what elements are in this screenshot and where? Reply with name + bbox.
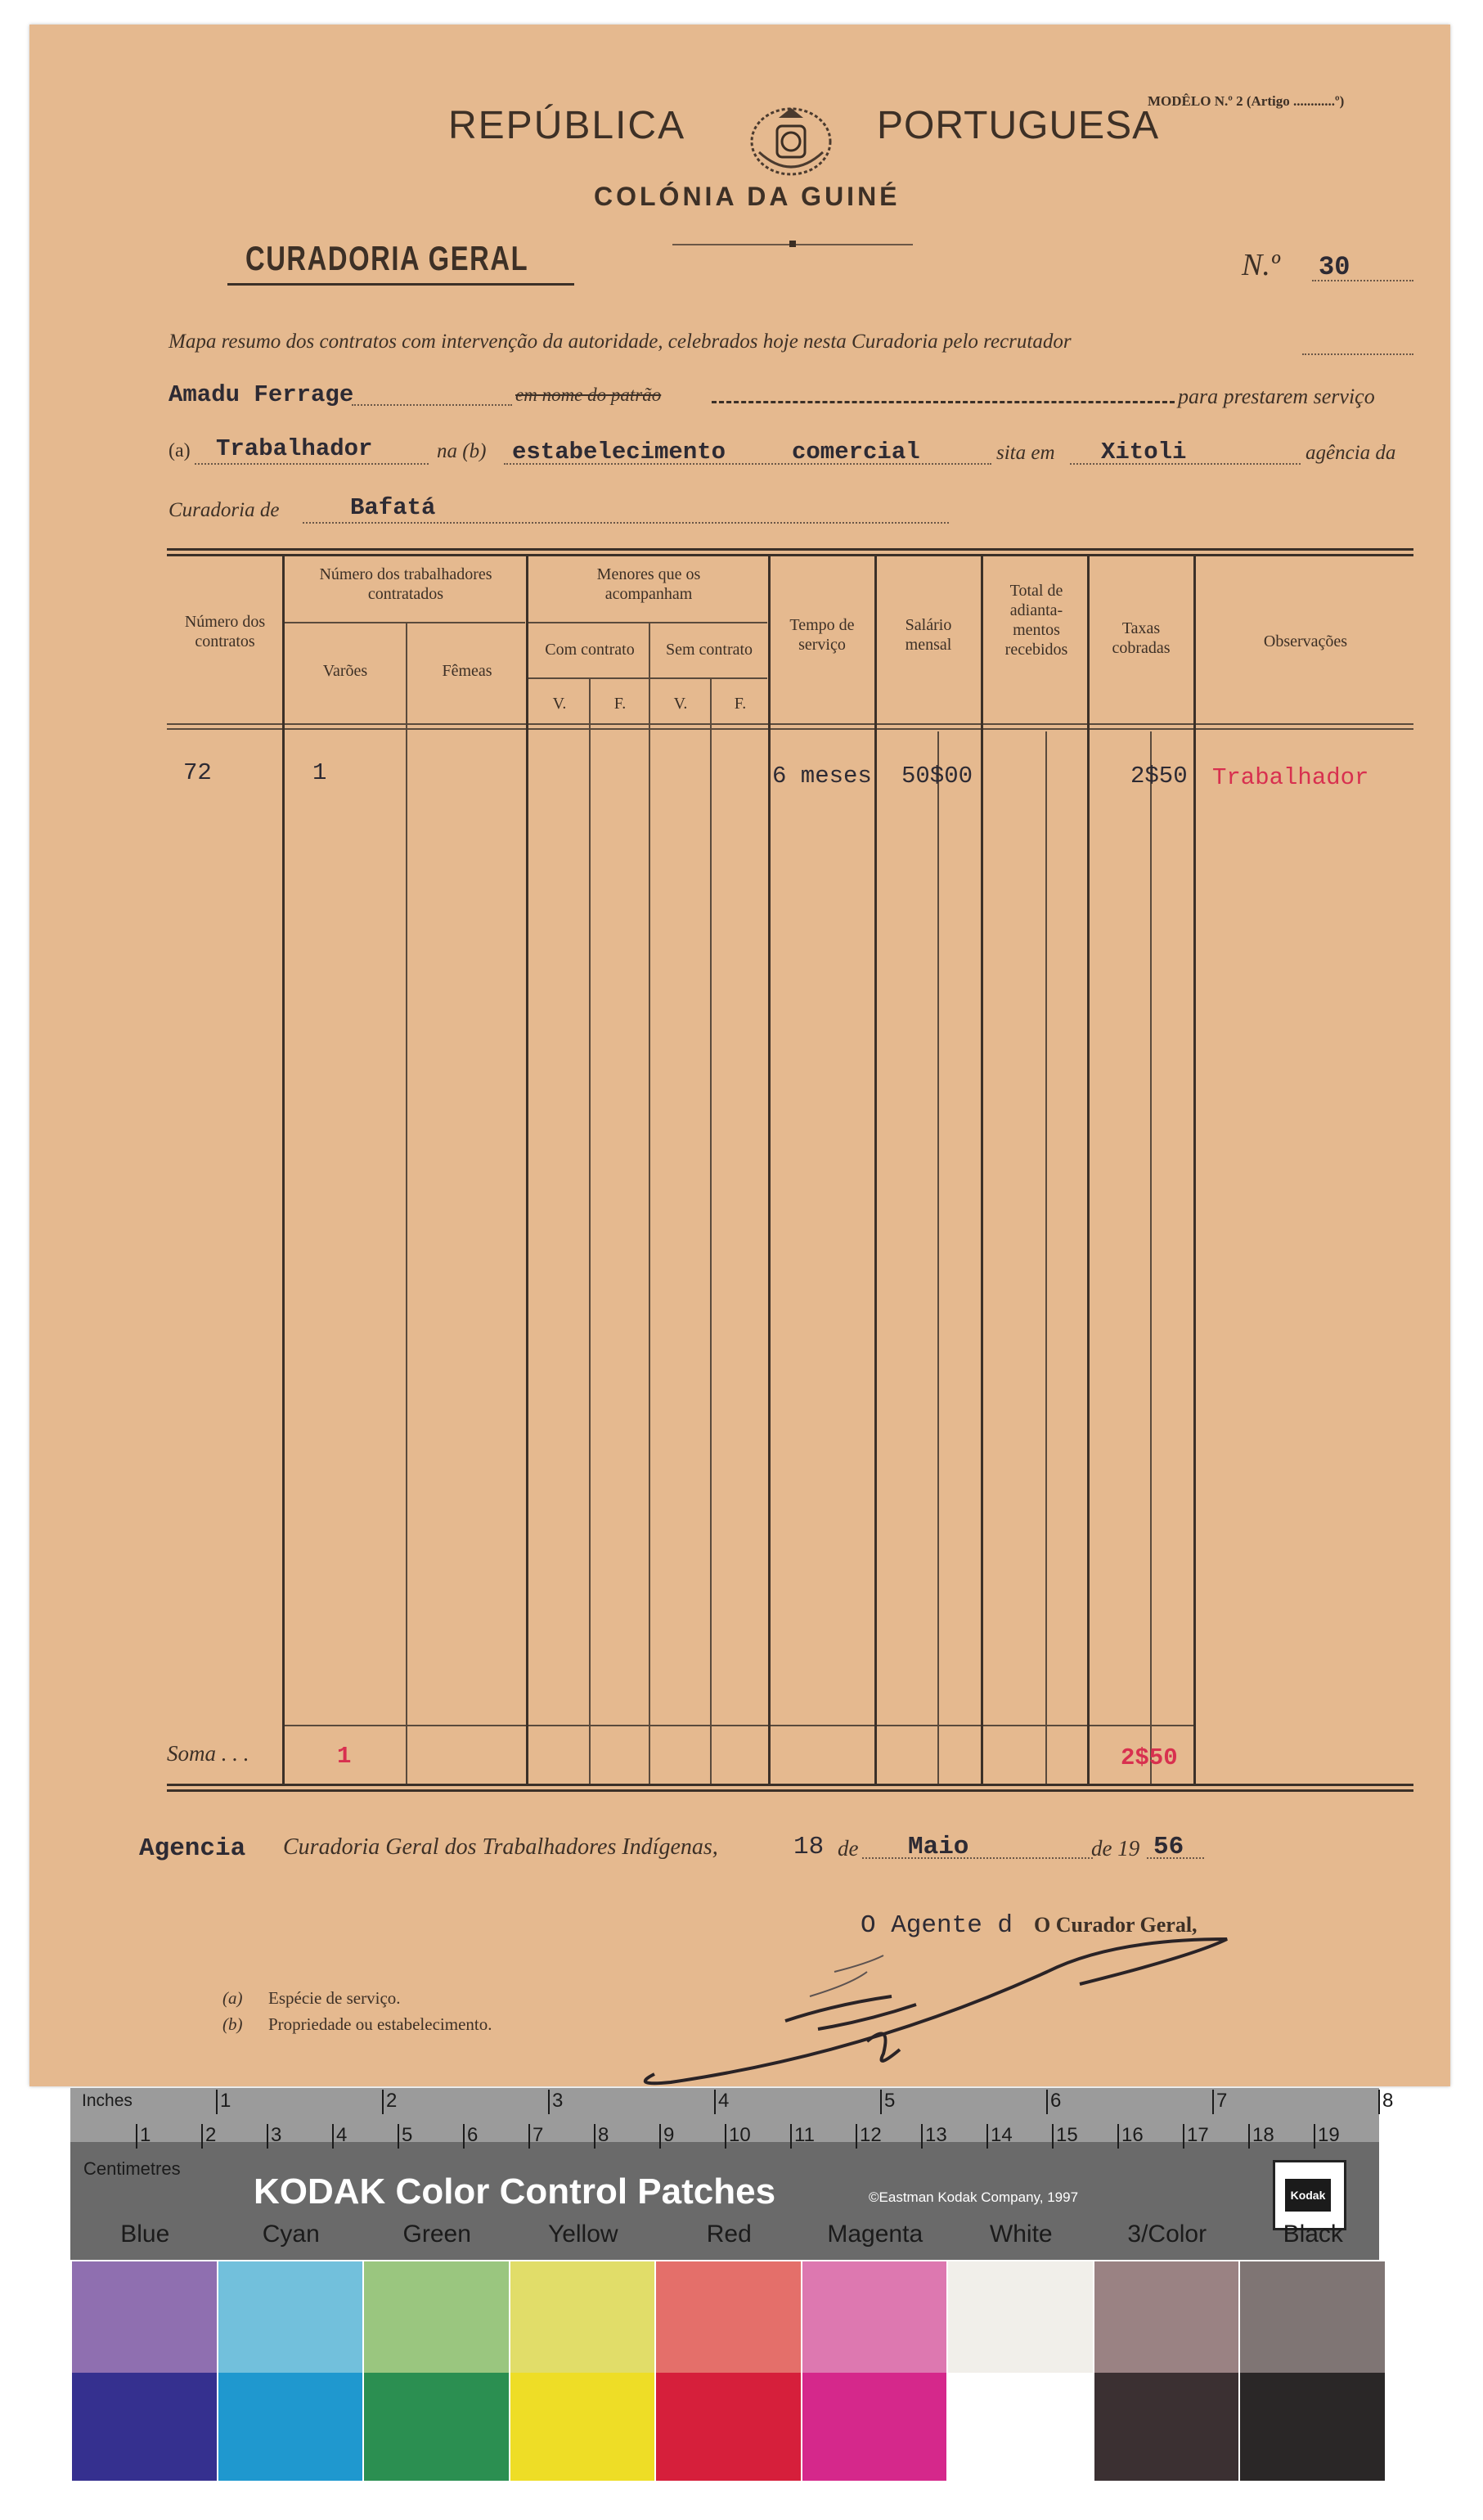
- cm-mark: 12: [856, 2124, 882, 2149]
- col-f1: F.: [613, 695, 627, 713]
- color-patch-top: [656, 2261, 801, 2373]
- curadoria-de-label: Curadoria de: [169, 499, 280, 521]
- kodak-logo-icon: Kodak: [1273, 2160, 1346, 2230]
- inch-mark: 5: [880, 2090, 895, 2114]
- header-colonia: COLÓNIA DA GUINÉ: [594, 182, 901, 211]
- header-portuguesa: PORTUGUESA: [877, 104, 1160, 147]
- cm-mark: 11: [790, 2124, 815, 2149]
- color-patch-bottom: [510, 2373, 655, 2481]
- col-sem-contrato: Sem contrato: [665, 641, 753, 659]
- modelo-label: MODÊLO N.º 2 (Artigo ............º): [1148, 93, 1345, 109]
- curadoria-underline: [227, 283, 574, 286]
- col-com-contrato: Com contrato: [545, 641, 635, 659]
- color-patch-bottom: [1240, 2373, 1385, 2481]
- inch-mark: 6: [1046, 2090, 1061, 2114]
- col-num-trabalhadores: Número dos trabalhadores contratados: [319, 565, 492, 603]
- date-dia: 18: [793, 1833, 825, 1861]
- color-patch-bottom: [218, 2373, 363, 2481]
- centimetres-label: Centimetres: [83, 2158, 181, 2179]
- agente-label: O Agente d: [861, 1911, 1013, 1940]
- curadoria-local: Bafatá: [350, 494, 436, 521]
- color-patch-top: [72, 2261, 217, 2373]
- color-patch-top: [510, 2261, 655, 2373]
- patch-label: Black: [1283, 2221, 1343, 2248]
- table-header-rule: [167, 723, 1413, 725]
- cm-mark: 5: [398, 2124, 412, 2149]
- col-v2: V.: [673, 695, 688, 713]
- local-value: Xitoli: [1101, 439, 1187, 466]
- note-b-label: (b): [222, 2014, 243, 2034]
- agencia-local: Curadoria Geral dos Trabalhadores Indígenas,: [283, 1834, 718, 1860]
- sita-em-label: sita em: [996, 442, 1055, 464]
- coat-of-arms-icon: [743, 103, 839, 180]
- col-numero-contratos: Número dos contratos: [184, 613, 266, 650]
- cm-mark: 15: [1052, 2124, 1078, 2149]
- patch-label: White: [989, 2221, 1053, 2248]
- soma-rule: [283, 1725, 1196, 1726]
- header-republica: REPÚBLICA: [448, 104, 686, 147]
- row-taxas: 2$50: [1130, 763, 1188, 790]
- row-varoes: 1: [312, 759, 327, 786]
- soma-varoes: 1: [337, 1743, 352, 1770]
- patch-label: Red: [706, 2221, 752, 2248]
- cm-mark: 16: [1117, 2124, 1144, 2149]
- patch-label: Yellow: [547, 2221, 618, 2248]
- color-patch-top: [1094, 2261, 1239, 2373]
- cm-mark: 18: [1248, 2124, 1274, 2149]
- inch-mark: 4: [714, 2090, 729, 2114]
- comercial-value: comercial: [792, 439, 920, 466]
- color-patch-bottom: [364, 2373, 509, 2481]
- patch-label: Magenta: [827, 2221, 924, 2248]
- recrutador-dots: [1302, 353, 1413, 355]
- strike-dashes: [712, 401, 1175, 403]
- color-patch-bottom: [1094, 2373, 1239, 2481]
- inch-mark: 3: [548, 2090, 563, 2114]
- curador-label: O Curador Geral,: [1034, 1913, 1198, 1937]
- servico-value: Trabalhador: [216, 435, 373, 462]
- color-patch-bottom: [72, 2373, 217, 2481]
- cm-mark: 7: [528, 2124, 543, 2149]
- cm-mark: 3: [267, 2124, 281, 2149]
- numero-value: 30: [1319, 252, 1350, 282]
- inch-mark: 7: [1212, 2090, 1227, 2114]
- color-patch-bottom: [802, 2373, 947, 2481]
- color-patch-top: [1240, 2261, 1385, 2373]
- numero-dots: [1312, 280, 1413, 281]
- intro-line: Mapa resumo dos contratos com intervenção da autoridade, celebrados hoje nesta Curadoria pelo recrutador: [169, 331, 1072, 353]
- cm-mark: 2: [201, 2124, 216, 2149]
- date-mes: Maio: [908, 1833, 969, 1861]
- table-bottom-rule: [167, 1784, 1413, 1786]
- cm-mark: 17: [1183, 2124, 1209, 2149]
- col-total: Total de adianta- mentos recebidos: [1004, 582, 1068, 659]
- soma-label: Soma . . .: [167, 1741, 249, 1766]
- curadoria-geral-title: CURADORIA GERAL: [245, 239, 529, 277]
- color-patch-bottom: [656, 2373, 801, 2481]
- col-varoes: Varões: [322, 662, 368, 680]
- na-b-label: na (b): [437, 440, 487, 462]
- cm-mark: 4: [332, 2124, 347, 2149]
- cm-mark: 13: [921, 2124, 947, 2149]
- color-patch-top: [802, 2261, 947, 2373]
- agencia-label: Agencia: [139, 1834, 246, 1863]
- row-tempo: 6 meses: [772, 763, 872, 790]
- col-femeas: Fêmeas: [442, 662, 492, 680]
- a-label: (a): [169, 440, 191, 461]
- row-observacoes: Trabalhador: [1212, 764, 1369, 791]
- patch-label: Green: [402, 2221, 471, 2248]
- inch-mark: 1: [216, 2090, 231, 2114]
- cm-mark: 19: [1314, 2124, 1340, 2149]
- para-prestarem: para prestarem serviço: [1178, 385, 1375, 408]
- agencia-da-label: agência da: [1305, 442, 1396, 464]
- patch-label: 3/Color: [1127, 2221, 1207, 2248]
- col-observacoes: Observações: [1263, 632, 1348, 650]
- inch-mark: 8: [1378, 2090, 1393, 2114]
- col-menores: Menores que os acompanham: [596, 565, 701, 603]
- date-de19: de 19: [1091, 1836, 1140, 1861]
- patch-label: Cyan: [262, 2221, 320, 2248]
- soma-taxas: 2$50: [1121, 1744, 1178, 1771]
- kodak-title: KODAK Color Control Patches: [254, 2171, 776, 2212]
- note-a: Espécie de serviço.: [268, 1988, 401, 2008]
- cm-mark: 1: [136, 2124, 151, 2149]
- cm-mark: 9: [659, 2124, 674, 2149]
- em-nome-struck: em nome do patrão: [515, 385, 662, 405]
- col-v1: V.: [552, 695, 567, 713]
- row-salario: 50$00: [901, 763, 973, 790]
- color-patch-top: [364, 2261, 509, 2373]
- color-patch-top: [218, 2261, 363, 2373]
- cm-mark: 6: [463, 2124, 478, 2149]
- row-numero: 72: [183, 759, 212, 786]
- header-divider-dot: [789, 241, 796, 247]
- recrutador-name: Amadu Ferrage: [169, 381, 354, 408]
- signature: [622, 1906, 1276, 2095]
- col-taxas: Taxas cobradas: [1112, 619, 1171, 657]
- col-tempo: Tempo de serviço: [789, 616, 855, 654]
- date-ano: 56: [1153, 1833, 1184, 1861]
- table-top-rule: [167, 548, 1413, 551]
- cm-mark: 14: [986, 2124, 1013, 2149]
- col-f2: F.: [734, 695, 747, 713]
- inches-label: Inches: [82, 2091, 133, 2110]
- color-patch-bottom: [948, 2373, 1093, 2481]
- color-patch-top: [948, 2261, 1093, 2373]
- numero-label: N.º: [1242, 248, 1280, 282]
- date-de: de: [838, 1836, 859, 1861]
- col-salario: Salário mensal: [905, 616, 952, 654]
- inch-mark: 2: [382, 2090, 397, 2114]
- kodak-copyright: ©Eastman Kodak Company, 1997: [869, 2189, 1079, 2205]
- patch-label: Blue: [120, 2221, 170, 2248]
- note-b: Propriedade ou estabelecimento.: [268, 2014, 492, 2034]
- cm-mark: 8: [594, 2124, 609, 2149]
- cm-mark: 10: [725, 2124, 751, 2149]
- note-a-label: (a): [222, 1988, 243, 2008]
- estabelecimento-value: estabelecimento: [512, 439, 726, 466]
